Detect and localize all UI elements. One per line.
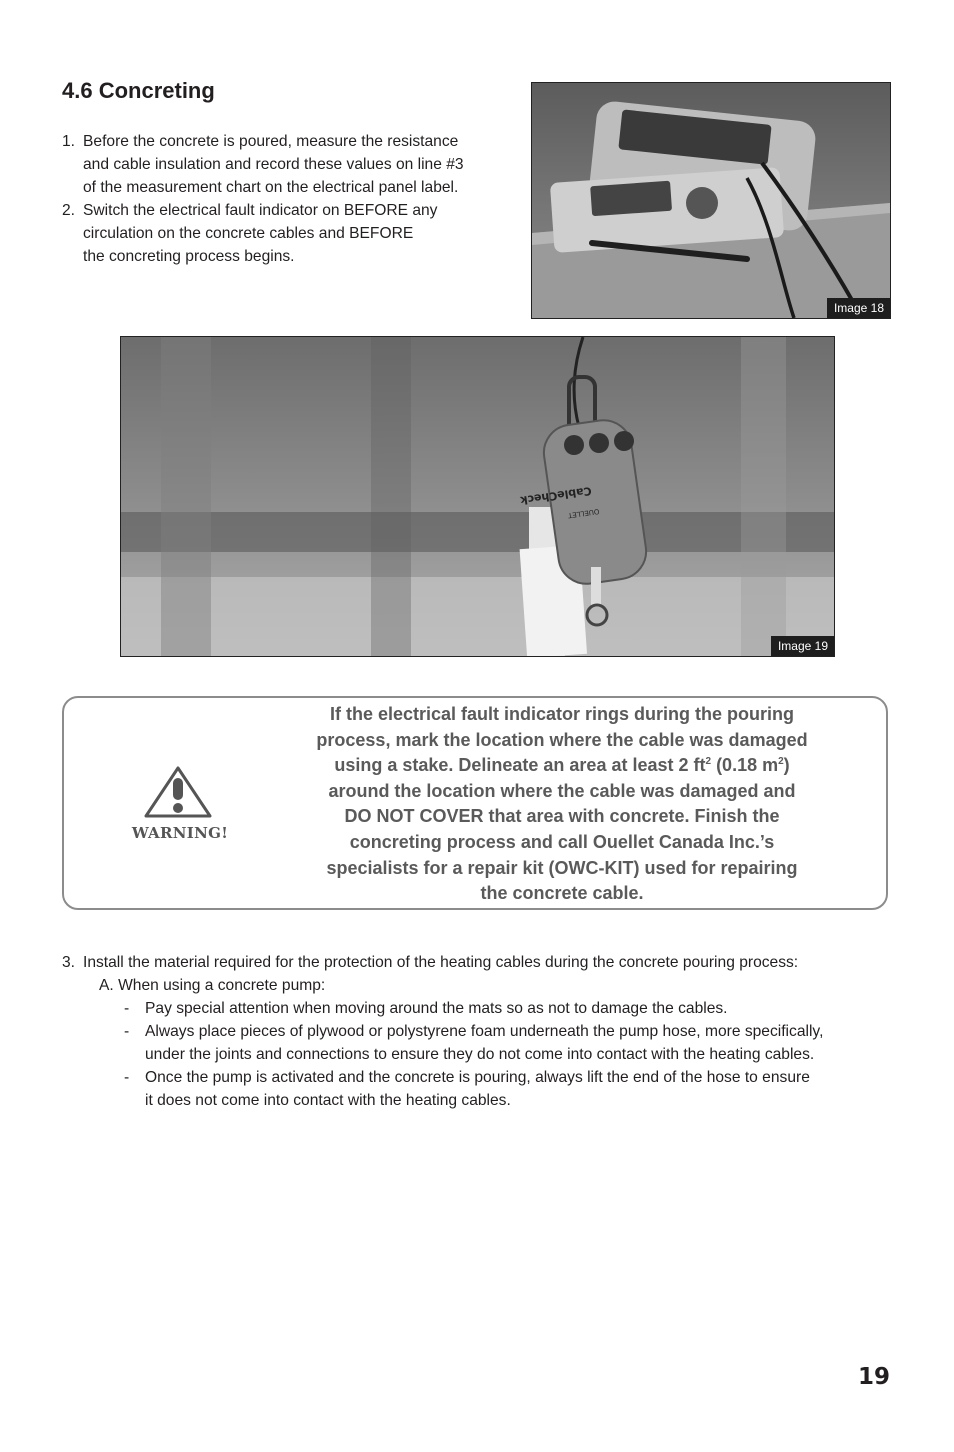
warning-line — [300, 753, 824, 779]
superscript: 2 — [705, 756, 712, 768]
image-caption: Image 18 — [827, 298, 890, 318]
device-maker-label: OUELLET — [567, 507, 600, 520]
warning-line: the concrete cable. — [480, 883, 644, 904]
section-heading: 4.6 Concreting — [62, 78, 215, 103]
list-item — [62, 130, 502, 199]
list-item — [62, 199, 502, 268]
warning-line: specialists for a repair kit (OWC-KIT) used for repairing — [326, 857, 798, 878]
sub-item-a: A. When using a concrete pump: — [99, 977, 326, 994]
step-line: and cable insulation and record these values on line #3 — [83, 156, 464, 173]
warning-line: around the location where the cable was damaged and — [328, 780, 796, 801]
superscript: 2 — [778, 756, 784, 768]
multimeter-illustration — [532, 83, 890, 318]
warning-text-segment: ) — [783, 755, 790, 776]
photo-fault-indicator — [120, 336, 835, 657]
step-line: Switch the electrical fault indicator on BEFORE any — [83, 202, 438, 219]
bullet-dash: - — [124, 1069, 130, 1086]
steps-list — [62, 130, 502, 268]
warning-text-segment: using a stake. Delineate an area at least 2 ft — [334, 755, 706, 776]
bullet-item — [62, 1020, 892, 1066]
step-number: 2. — [62, 202, 76, 219]
warning-text-segment: (0.18 m — [711, 755, 779, 776]
bullet-line: under the joints and connections to ensure they do not come into contact with the heating cables. — [145, 1046, 815, 1063]
warning-callout — [62, 696, 888, 910]
page-number: 19 — [857, 1364, 890, 1390]
step-line: of the measurement chart on the electrical panel label. — [83, 179, 459, 196]
fault-indicator-illustration — [121, 337, 834, 656]
step-3-list — [62, 951, 892, 1112]
step-line: the concreting process begins. — [83, 248, 295, 265]
image-caption: Image 19 — [771, 636, 834, 656]
bullet-line: it does not come into contact with the heating cables. — [145, 1092, 511, 1109]
warning-line: DO NOT COVER that area with concrete. Finish the — [344, 806, 780, 827]
bullet-item — [62, 997, 892, 1020]
step-line: Before the concrete is poured, measure the resistance — [83, 133, 459, 150]
warning-line: concreting process and call Ouellet Canada Inc.’s — [349, 831, 775, 852]
bullet-line: Once the pump is activated and the concrete is pouring, always lift the end of the hose to ensure — [145, 1069, 810, 1086]
step-line: Install the material required for the protection of the heating cables during the concrete pouring process: — [83, 954, 799, 971]
bullet-dash: - — [124, 1023, 130, 1040]
warning-triangle-icon — [142, 764, 214, 820]
warning-label: WARNING! — [131, 824, 229, 842]
bullet-line: Always place pieces of plywood or polystyrene foam underneath the pump hose, more specifically, — [145, 1023, 824, 1040]
bullet-dash: - — [124, 1000, 130, 1017]
bullet-item — [62, 1066, 892, 1112]
bullet-line: Pay special attention when moving around the mats so as not to damage the cables. — [145, 1000, 728, 1017]
warning-line: If the electrical fault indicator rings during the pouring — [329, 704, 795, 724]
warning-line: process, mark the location where the cable was damaged — [316, 729, 808, 750]
step-number: 3. — [62, 954, 76, 971]
warning-message — [300, 702, 824, 907]
step-line: circulation on the concrete cables and BEFORE — [83, 225, 414, 242]
photo-multimeter — [531, 82, 891, 319]
list-item — [62, 951, 892, 974]
step-number: 1. — [62, 133, 76, 150]
device-brand-label: CableCheck — [519, 484, 593, 507]
